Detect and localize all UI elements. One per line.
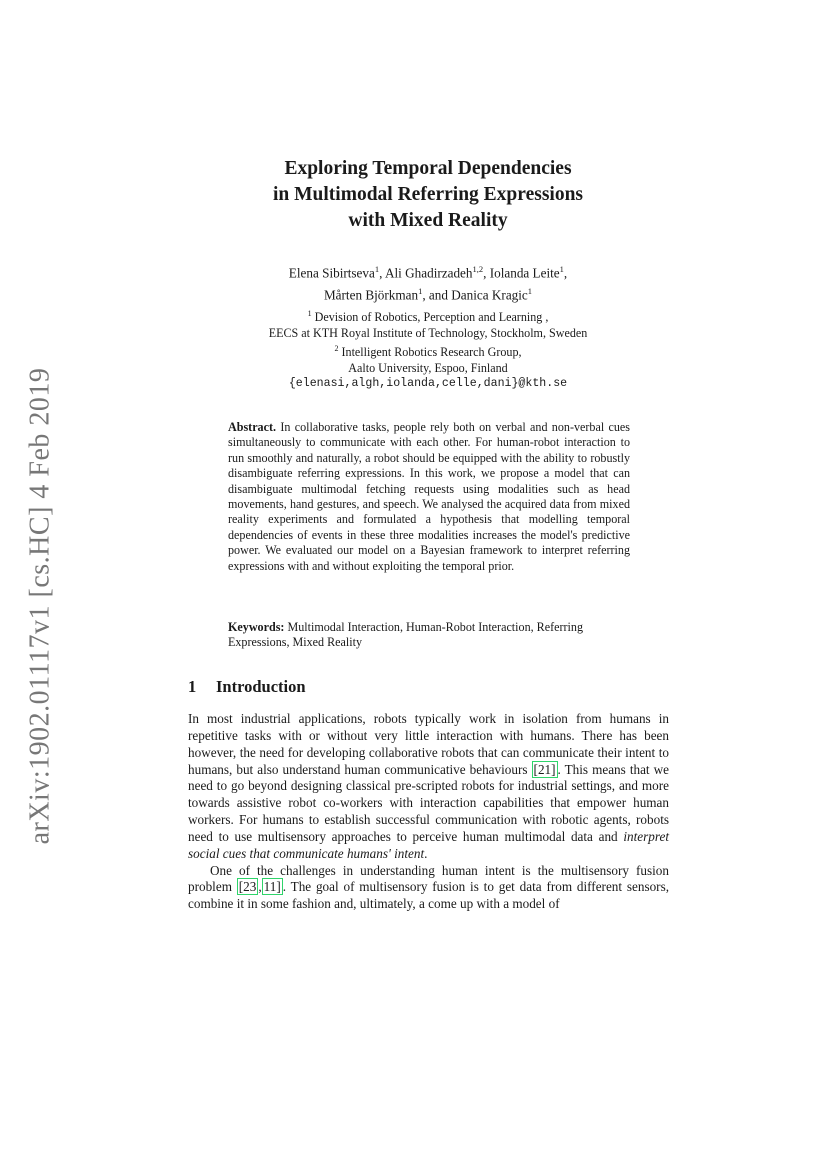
abstract [228, 420, 630, 574]
paper-title [180, 156, 676, 234]
introduction-body [188, 711, 669, 913]
author-affil-mark: 1 [374, 264, 380, 274]
author-list: Elena Sibirtseva$^1$, Ali Ghadirzadeh$^{1,2}$, Iolanda Leite$^1$, Mårten Björkman$^1$, and Danica Kragic$^1$ [288, 264, 568, 303]
citation-link[interactable]: [21] [533, 761, 556, 777]
arxiv-identifier [20, 367, 60, 845]
author-name: Mårten Björkman [323, 287, 419, 303]
affil-line: Devision of Robotics, Perception and Learning , [314, 310, 549, 325]
paragraph-text: , [258, 879, 262, 895]
paragraph-text: . [424, 845, 428, 861]
author-affil-mark: 1 [527, 286, 533, 297]
arxiv-identifier-text: arXiv:1902.01117v1 [cs.HC] 4 Feb 2019 [24, 367, 56, 845]
author-name: Ali Ghadirzadeh [384, 265, 473, 281]
section-title: Introduction [216, 677, 306, 696]
affil-mark: 2 [334, 344, 339, 354]
citation-link[interactable]: 11] [263, 879, 281, 895]
author-name: Danica Kragic [451, 287, 528, 303]
section-number: 1 [188, 677, 197, 696]
affil-mark: 1 [307, 309, 312, 318]
affil-line: Intelligent Robotics Research Group, [341, 345, 522, 360]
paragraph-text: In most industrial applications, robots typically work in isolation from humans in repetitive tasks with or without very little interaction with humans. There has been however, the need for developing collaborative robots that can communicate their intent to humans, but also understand human communicative behaviours [188, 711, 669, 777]
abstract-label: Abstract. [228, 420, 277, 434]
affil-line: EECS at KTH Royal Institute of Technology, Stockholm, Sweden [268, 325, 588, 340]
paragraph [188, 711, 669, 863]
section-heading [188, 677, 306, 697]
author-affil-mark: 1,2 [472, 264, 484, 274]
author-affil-mark: 1 [418, 286, 423, 297]
citation-link[interactable]: [23 [238, 879, 257, 895]
title-line: Exploring Temporal Dependencies [284, 158, 572, 179]
abstract-text: In collaborative tasks, people rely both on verbal and non-verbal cues simultaneously to communicate with each other. For human-robot interaction to run smoothly and naturally, a robot should be equipped with the ability to robustly disambiguate referring expressions. In this work, we propose a model that can disambiguate multimodal fetching requests using modalities such as head movements, hand gestures, and speech. We analysed the acquired data from mixed reality experiments and formulated a hypothesis that modelling temporal dependencies of events in these three modalities increases the model's predictive power. We evaluated our model on a Bayesian framework to interpret referring expressions with and without exploiting the temporal prior. [228, 420, 630, 573]
authors-and: and [428, 287, 448, 303]
paragraph-text: . The goal of multisensory fusion is to get data from different sensors, combine it in some fashion and, ultimately, a come up with a model of [188, 879, 670, 912]
affil-line: Aalto University, Espoo, Finland [348, 360, 508, 375]
keywords-label: Keywords: [228, 620, 285, 634]
keywords-text: Multimodal Interaction, Human-Robot Interaction, Referring Expressions, Mixed Reality [228, 620, 584, 650]
author-name: Iolanda Leite [489, 265, 560, 281]
title-line: in Multimodal Referring Expressions [272, 184, 584, 205]
keywords [228, 620, 630, 651]
title-line: with Mixed Reality [348, 210, 508, 231]
paragraph-text: . This means that we need to go beyond designing classical pre-scripted robots for industrial settings, and more towards assistive robot co-workers with interaction capabilities that empower human workers. For humans to establish successful communication with robotic agents, robots need to use multisensory approaches to perceive human multimodal data and [188, 761, 669, 844]
paragraph-text: One of the challenges in understanding human intent is the multisensory fusion problem [188, 862, 669, 895]
paragraph [188, 863, 669, 914]
affiliations [180, 306, 676, 392]
emphasis-text: interpret social cues that communicate humans' intent [188, 828, 669, 861]
author-affil-mark: 1 [559, 264, 564, 274]
author-name: Elena Sibirtseva [288, 265, 375, 281]
author-emails: {elenasi,algh,iolanda,celle,dani}@kth.se [288, 377, 568, 391]
